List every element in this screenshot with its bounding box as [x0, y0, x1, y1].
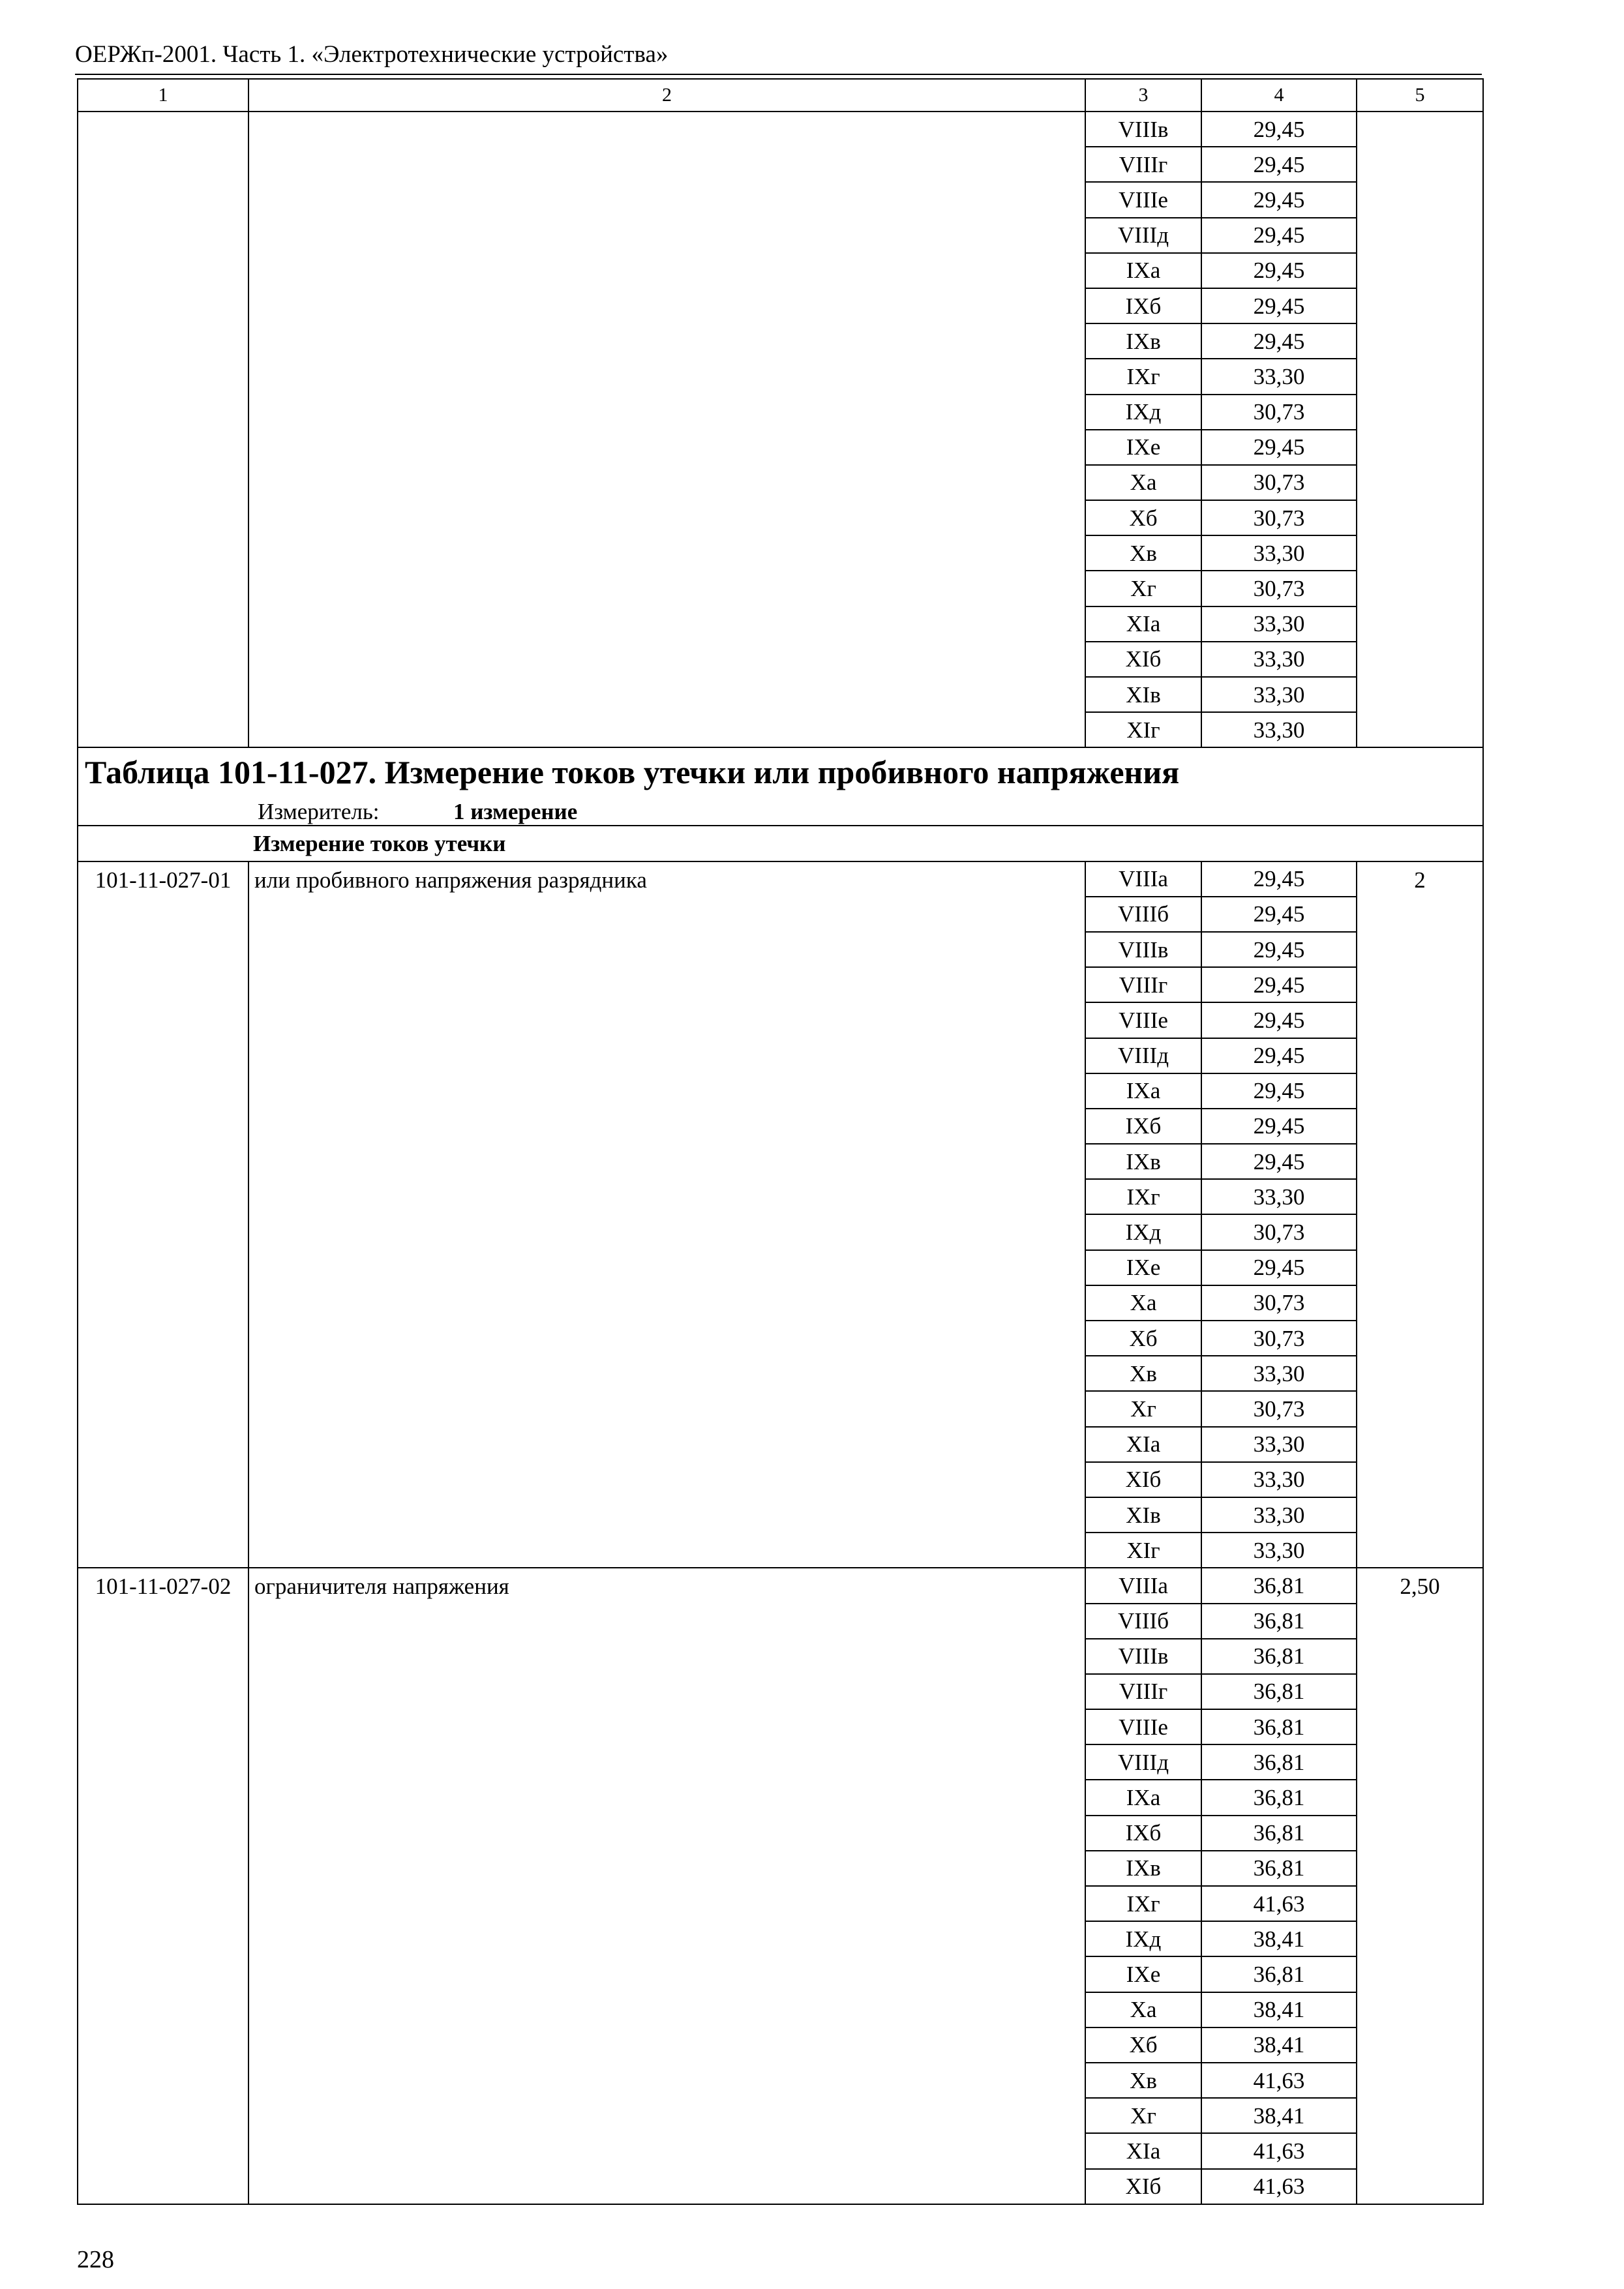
price-cell: 29,45 — [1201, 288, 1357, 323]
zone-cell: IXа — [1085, 253, 1201, 288]
zone-cell: IXб — [1085, 1816, 1201, 1851]
zone-cell: XIб — [1085, 1462, 1201, 1497]
price-cell: 30,73 — [1201, 1214, 1357, 1249]
price-cell: 36,81 — [1201, 1956, 1357, 1992]
zone-cell: VIIIд — [1085, 1744, 1201, 1780]
zone-cell: VIIIг — [1085, 967, 1201, 1002]
zone-cell: IXа — [1085, 1780, 1201, 1815]
price-cell: 29,45 — [1201, 1073, 1357, 1109]
item-1-row — [78, 861, 1483, 897]
zone-cell: Xб — [1085, 2027, 1201, 2063]
price-cell: 29,45 — [1201, 1109, 1357, 1144]
zone-cell: XIг — [1085, 712, 1201, 747]
table-title-cell — [78, 747, 1483, 826]
zone-cell: IXа — [1085, 1073, 1201, 1109]
zone-cell: XIв — [1085, 677, 1201, 712]
item-2-row — [78, 1568, 1483, 1603]
price-cell: 29,45 — [1201, 861, 1357, 897]
price-cell: 33,30 — [1201, 642, 1357, 677]
price-cell: 29,45 — [1201, 1038, 1357, 1073]
price-cell: 36,81 — [1201, 1639, 1357, 1674]
zone-cell: Xв — [1085, 535, 1201, 571]
meter-line — [85, 800, 1482, 825]
price-table — [77, 78, 1484, 2205]
table-title: Таблица 101-11-027. Измерение токов утечки или пробивного напряжения — [85, 754, 1180, 791]
meter-value: 1 измерение — [453, 799, 578, 825]
price-cell: 36,81 — [1201, 1851, 1357, 1886]
price-cell: 33,30 — [1201, 1356, 1357, 1391]
item-code: 101-11-027-01 — [78, 861, 248, 1568]
price-cell: 36,81 — [1201, 1709, 1357, 1744]
table-title-row — [78, 747, 1483, 826]
price-cell: 36,81 — [1201, 1674, 1357, 1709]
price-cell: 41,63 — [1201, 2133, 1357, 2168]
zone-cell: IXе — [1085, 1250, 1201, 1285]
price-cell: 38,41 — [1201, 1921, 1357, 1956]
zone-cell: VIIIв — [1085, 932, 1201, 967]
zone-cell: VIIIг — [1085, 147, 1201, 182]
zone-cell: IXд — [1085, 1214, 1201, 1249]
price-cell: 36,81 — [1201, 1604, 1357, 1639]
meter-label: Измеритель: — [258, 799, 380, 825]
zone-cell: VIIIб — [1085, 1604, 1201, 1639]
price-cell: 36,81 — [1201, 1744, 1357, 1780]
item-col5-value: 2,50 — [1357, 1568, 1483, 2204]
column-number-row — [78, 79, 1483, 112]
price-cell: 30,73 — [1201, 1321, 1357, 1356]
price-cell: 33,30 — [1201, 1427, 1357, 1462]
zone-cell: VIIIа — [1085, 1568, 1201, 1603]
zone-cell: Xв — [1085, 1356, 1201, 1391]
price-cell: 29,45 — [1201, 253, 1357, 288]
price-cell: 33,30 — [1201, 1179, 1357, 1214]
zone-cell: Xг — [1085, 2098, 1201, 2133]
price-cell: 33,30 — [1201, 1497, 1357, 1533]
zone-cell: IXв — [1085, 323, 1201, 359]
zone-cell: IXе — [1085, 1956, 1201, 1992]
price-cell: 29,45 — [1201, 218, 1357, 253]
zone-cell: VIIIд — [1085, 218, 1201, 253]
item-col5-value — [1357, 112, 1483, 747]
zone-cell: XIа — [1085, 606, 1201, 642]
zone-cell: IXв — [1085, 1144, 1201, 1179]
zone-cell: VIIIд — [1085, 1038, 1201, 1073]
zone-cell: XIа — [1085, 2133, 1201, 2168]
price-cell: 29,45 — [1201, 1002, 1357, 1038]
price-cell: 29,45 — [1201, 1144, 1357, 1179]
zone-cell: IXв — [1085, 1851, 1201, 1886]
item-name — [248, 112, 1085, 747]
price-cell: 29,45 — [1201, 430, 1357, 465]
zone-cell: VIIIг — [1085, 1674, 1201, 1709]
price-cell: 36,81 — [1201, 1568, 1357, 1603]
zone-cell: IXд — [1085, 1921, 1201, 1956]
price-cell: 29,45 — [1201, 897, 1357, 932]
price-cell: 33,30 — [1201, 535, 1357, 571]
price-cell: 30,73 — [1201, 500, 1357, 535]
zone-cell: IXе — [1085, 430, 1201, 465]
item-code — [78, 112, 248, 747]
price-cell: 30,73 — [1201, 571, 1357, 606]
price-cell: 29,45 — [1201, 323, 1357, 359]
price-cell: 30,73 — [1201, 395, 1357, 430]
zone-cell: Xг — [1085, 571, 1201, 606]
zone-cell: Xа — [1085, 1285, 1201, 1321]
price-cell: 38,41 — [1201, 1992, 1357, 2027]
price-cell: 33,30 — [1201, 606, 1357, 642]
price-cell: 29,45 — [1201, 932, 1357, 967]
item-code: 101-11-027-02 — [78, 1568, 248, 2204]
zone-cell: XIб — [1085, 2169, 1201, 2204]
price-cell: 29,45 — [1201, 112, 1357, 147]
zone-cell: XIа — [1085, 1427, 1201, 1462]
continuation-row — [78, 112, 1483, 147]
zone-cell: XIв — [1085, 1497, 1201, 1533]
price-cell: 29,45 — [1201, 147, 1357, 182]
item-name: ограничителя напряжения — [248, 1568, 1085, 2204]
zone-cell: IXд — [1085, 395, 1201, 430]
price-cell: 41,63 — [1201, 1886, 1357, 1921]
price-cell: 38,41 — [1201, 2098, 1357, 2133]
price-cell: 30,73 — [1201, 1285, 1357, 1321]
price-cell: 29,45 — [1201, 182, 1357, 217]
zone-cell: IXг — [1085, 1886, 1201, 1921]
zone-cell: IXб — [1085, 1109, 1201, 1144]
header-rule — [75, 74, 1482, 75]
price-cell: 36,81 — [1201, 1816, 1357, 1851]
zone-cell: VIIIб — [1085, 897, 1201, 932]
column-number-4: 4 — [1201, 79, 1357, 112]
zone-cell: IXг — [1085, 1179, 1201, 1214]
page-header: ОЕРЖп-2001. Часть 1. «Электротехнические устройства» — [75, 41, 669, 68]
price-cell: 38,41 — [1201, 2027, 1357, 2063]
price-table-body — [78, 79, 1483, 2204]
column-number-5: 5 — [1357, 79, 1483, 112]
zone-cell: Xа — [1085, 465, 1201, 500]
price-cell: 36,81 — [1201, 1780, 1357, 1815]
price-cell: 29,45 — [1201, 967, 1357, 1002]
price-cell: 30,73 — [1201, 1391, 1357, 1426]
zone-cell: XIг — [1085, 1533, 1201, 1568]
price-cell: 33,30 — [1201, 677, 1357, 712]
page-number: 228 — [77, 2246, 114, 2273]
item-col5-value: 2 — [1357, 861, 1483, 1568]
subheading: Измерение токов утечки — [78, 826, 1483, 861]
price-cell: 33,30 — [1201, 712, 1357, 747]
zone-cell: IXб — [1085, 288, 1201, 323]
zone-cell: Xг — [1085, 1391, 1201, 1426]
zone-cell: Xб — [1085, 1321, 1201, 1356]
price-cell: 30,73 — [1201, 465, 1357, 500]
zone-cell: Xв — [1085, 2063, 1201, 2098]
zone-cell: Xа — [1085, 1992, 1201, 2027]
zone-cell: VIIIа — [1085, 861, 1201, 897]
column-number-3: 3 — [1085, 79, 1201, 112]
price-cell: 41,63 — [1201, 2169, 1357, 2204]
zone-cell: VIIIе — [1085, 1709, 1201, 1744]
zone-cell: Xб — [1085, 500, 1201, 535]
price-cell: 29,45 — [1201, 1250, 1357, 1285]
column-number-2: 2 — [248, 79, 1085, 112]
zone-cell: IXг — [1085, 359, 1201, 394]
column-number-1: 1 — [78, 79, 248, 112]
zone-cell: VIIIе — [1085, 182, 1201, 217]
item-name: или пробивного напряжения разрядника — [248, 861, 1085, 1568]
subheading-row — [78, 826, 1483, 861]
zone-cell: VIIIе — [1085, 1002, 1201, 1038]
price-cell: 33,30 — [1201, 359, 1357, 394]
zone-cell: XIб — [1085, 642, 1201, 677]
zone-cell: VIIIв — [1085, 112, 1201, 147]
price-cell: 33,30 — [1201, 1533, 1357, 1568]
price-cell: 41,63 — [1201, 2063, 1357, 2098]
zone-cell: VIIIв — [1085, 1639, 1201, 1674]
price-cell: 33,30 — [1201, 1462, 1357, 1497]
